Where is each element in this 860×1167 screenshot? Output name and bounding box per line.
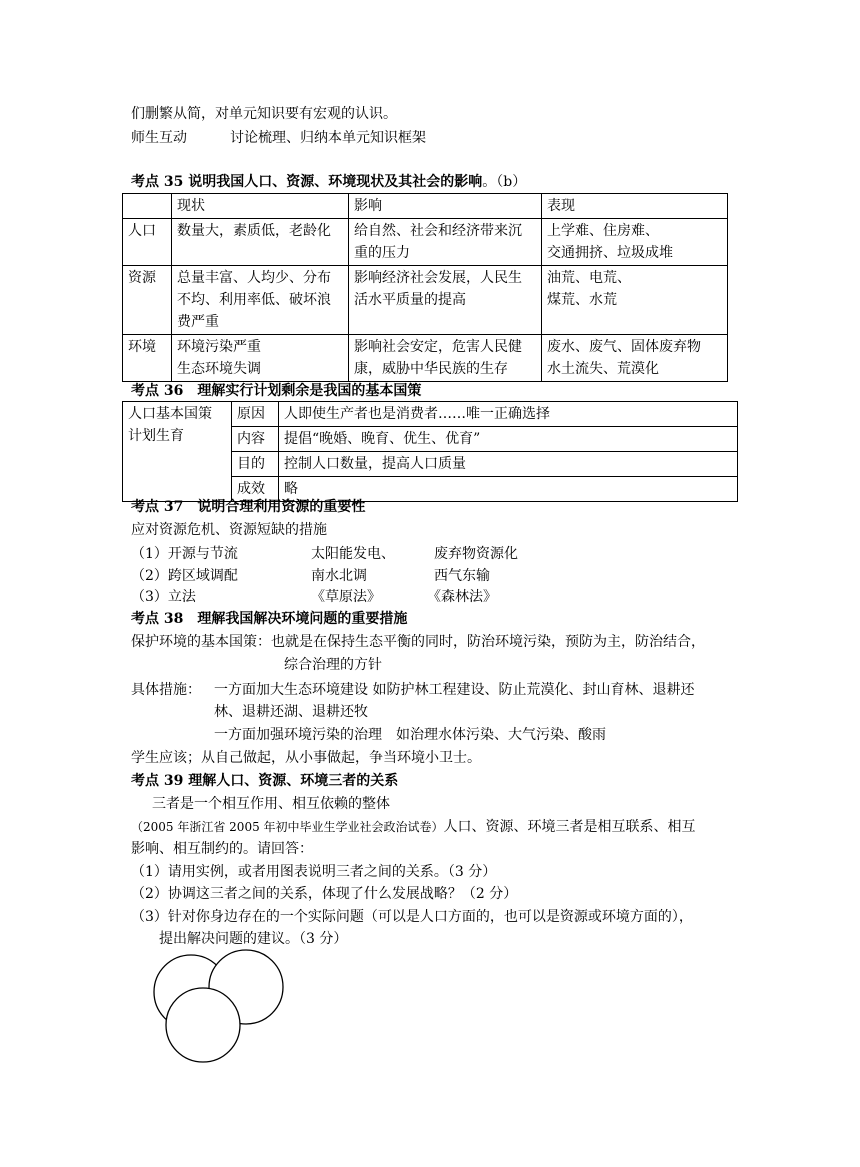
intro-line-2-label: 师生互动 bbox=[131, 130, 187, 146]
k35-corner bbox=[123, 194, 172, 219]
k39-q2: （2）协调这三者之间的关系，体现了什么发展战略？（2 分） bbox=[131, 886, 518, 902]
k37-item-example: 《草原法》 bbox=[311, 589, 381, 605]
k38-student: 学生应该；从自己做起，从小事做起，争当环境小卫士。 bbox=[131, 750, 481, 766]
k35-row-label: 资源 bbox=[123, 266, 172, 335]
k36-row-text: 略 bbox=[279, 477, 738, 502]
k37-item-label: （2）跨区域调配 bbox=[131, 568, 238, 584]
k35-table bbox=[122, 193, 728, 382]
k35-impact: 影响经济社会发展，人民生 活水平质量的提高 bbox=[349, 266, 542, 335]
k39-q3-line-1: （3）针对你身边存在的一个实际问题（可以是人口方面的，也可以是资源或环境方面的）， bbox=[131, 909, 693, 925]
k35-impact: 给自然、社会和经济带来沉 重的压力 bbox=[349, 219, 542, 266]
k35-header-status: 现状 bbox=[172, 194, 349, 219]
k39-question-line-1: （2005 年浙江省 2005 年初中毕业生学业社会政治试卷）人口、资源、环境三者是相互联系、相互 bbox=[131, 819, 696, 835]
k37-item-example: 西气东输 bbox=[434, 568, 490, 584]
k39-q3-line-2: 提出解决问题的建议。（3 分） bbox=[159, 931, 348, 947]
k36-title: 考点 36 理解实行计划剩余是我国的基本国策 bbox=[131, 383, 422, 399]
k37-item-example: 废弃物资源化 bbox=[434, 546, 518, 562]
k37-item-example: 太阳能发电、 bbox=[311, 546, 395, 562]
k36-row-label: 原因 bbox=[232, 402, 279, 427]
k36-row bbox=[123, 402, 738, 427]
k38-measure-2: 一方面加强环境污染的治理 如治理水体污染、大气污染、酸雨 bbox=[214, 727, 606, 743]
k35-header-row bbox=[123, 194, 728, 219]
k35-header-show: 表现 bbox=[542, 194, 728, 219]
k35-title: 考点 35 说明我国人口、资源、环境现状及其社会的影响。（b） bbox=[131, 174, 527, 190]
k37-item-example: 南水北调 bbox=[311, 568, 367, 584]
k36-row-text: 控制人口数量，提高人口质量 bbox=[279, 452, 738, 477]
k38-policy-line-2: 综合治理的方针 bbox=[284, 657, 382, 673]
k35-row-label: 人口 bbox=[123, 219, 172, 266]
k35-row-resources bbox=[123, 266, 728, 335]
intro-line-2-text: 讨论梳理、归纳本单元知识框架 bbox=[230, 130, 426, 146]
k36-row-text: 人即使生产者也是消费者……唯一正确选择 bbox=[279, 402, 738, 427]
k36-row-label: 内容 bbox=[232, 427, 279, 452]
k38-measure-1-line-1: 一方面加大生态环境建设 如防护林工程建设、防止荒漠化、封山育林、退耕还 bbox=[214, 682, 695, 698]
k37-title: 考点 37 说明合理利用资源的重要性 bbox=[131, 499, 366, 515]
k35-status: 数量大，素质低，老龄化 bbox=[172, 219, 349, 266]
k38-measures-label: 具体措施： bbox=[131, 682, 201, 698]
k38-policy-line-1: 保护环境的基本国策：也就是在保持生态平衡的同时，防治环境污染，预防为主，防治结合， bbox=[131, 634, 705, 650]
k35-status: 总量丰富、人均少、分布 不均、利用率低、破坏浪 费严重 bbox=[172, 266, 349, 335]
k38-title: 考点 38 理解我国解决环境问题的重要措施 bbox=[131, 611, 408, 627]
k35-show: 上学难、住房难、 交通拥挤、垃圾成堆 bbox=[542, 219, 728, 266]
k35-row-label: 环境 bbox=[123, 335, 172, 382]
k36-row-text: 提倡“晚婚、晚育、优生、优育” bbox=[279, 427, 738, 452]
k36-row-label: 成效 bbox=[232, 477, 279, 502]
k36-row-label: 目的 bbox=[232, 452, 279, 477]
k39-q1: （1）请用实例，或者用图表说明三者之间的关系。（3 分） bbox=[131, 864, 497, 880]
k38-measure-1-line-2: 林、退耕还湖、退耕还牧 bbox=[214, 704, 368, 720]
k36-table bbox=[122, 401, 738, 502]
k39-question-line-2: 影响、相互制约的。请回答： bbox=[131, 841, 313, 857]
k35-status: 环境污染严重 生态环境失调 bbox=[172, 335, 349, 382]
k35-row-environment bbox=[123, 335, 728, 382]
k37-subtitle: 应对资源危机、资源短缺的措施 bbox=[131, 522, 327, 538]
k35-show: 废水、废气、固体废弃物 水土流失、荒漠化 bbox=[542, 335, 728, 382]
k39-title: 考点 39 理解人口、资源、环境三者的关系 bbox=[131, 773, 399, 789]
k35-row-population bbox=[123, 219, 728, 266]
k35-impact: 影响社会安定，危害人民健 康，威胁中华民族的生存 bbox=[349, 335, 542, 382]
k39-summary: 三者是一个相互作用、相互依赖的整体 bbox=[152, 796, 390, 812]
k37-item-label: （3）立法 bbox=[131, 589, 196, 605]
k35-header-impact: 影响 bbox=[349, 194, 542, 219]
k37-item-example: 《森林法》 bbox=[427, 589, 497, 605]
intro-line-1: 们删繁从简，对单元知识要有宏观的认识。 bbox=[131, 106, 397, 122]
k37-item-label: （1）开源与节流 bbox=[131, 546, 238, 562]
k36-left-cell: 人口基本国策 计划生育 bbox=[123, 402, 232, 502]
k35-show: 油荒、电荒、 煤荒、水荒 bbox=[542, 266, 728, 335]
circle-bottom bbox=[166, 988, 240, 1062]
three-circles-diagram bbox=[145, 938, 295, 1068]
